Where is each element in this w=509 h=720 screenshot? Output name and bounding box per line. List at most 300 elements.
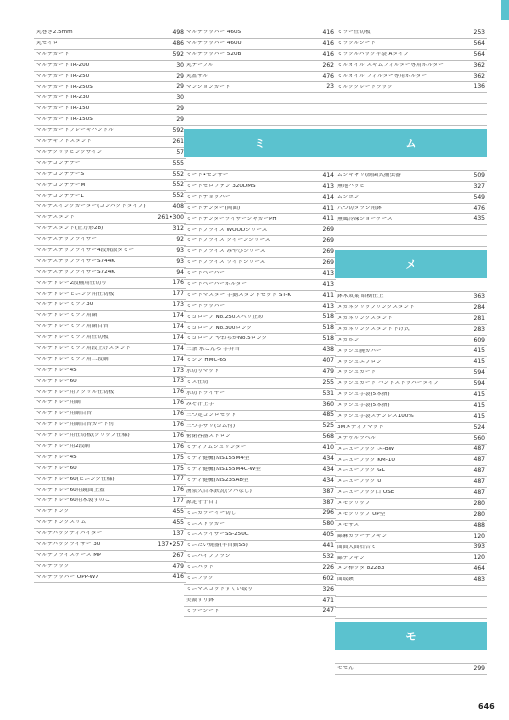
entry-name: ムシポン [337,194,360,200]
entry-name: マルチトレー60用木製ずのこ [36,498,111,504]
index-entry [184,498,336,509]
entry-name: マルチラッパー 460S [186,30,242,36]
entry-page: 415 [473,401,485,409]
entry-name: 水切りマット [186,369,220,375]
entry-name: ミートプライス みやびシリーズ [186,249,266,255]
index-entry [184,465,336,476]
entry-page: 552 [172,192,184,200]
entry-name: メモサス [337,522,360,528]
index-entry [335,543,487,554]
index-column-2 [184,28,336,617]
index-entry [335,510,487,521]
entry-name: 六つ切タラシ角鉢 [337,205,382,211]
entry-page: 269 [322,248,334,256]
entry-page: 486 [172,39,184,47]
entry-name: マルチトレー60(ビニング仕様) [36,476,115,482]
entry-page: 518 [322,324,334,332]
entry-page: 173 [172,377,184,385]
entry-name: メガネクリップリングスタンド [337,305,415,311]
kana-header-mo: モ [335,622,487,650]
entry-page: 487 [473,445,485,453]
entry-name: ムシキャリ(制菌式捕虫器 [337,173,401,179]
kana-header-mi: ミ [184,129,336,157]
index-entry [184,585,336,596]
entry-page: 177 [172,475,184,483]
entry-page: 269 [322,226,334,234]
entry-page: 387 [322,487,334,495]
entry-page: 57 [176,148,184,156]
entry-page: 487 [473,489,485,496]
index-entry [184,574,336,585]
entry-name: マルチカートTR-250 [36,73,90,79]
index-entry [184,323,336,334]
entry-page: 549 [473,193,485,201]
index-entry [184,39,336,50]
index-entry [34,202,186,213]
entry-page: 483 [473,576,485,584]
entry-page: 387 [322,498,334,506]
entry-page: 226 [322,563,334,571]
index-entry [34,322,186,333]
index-entry [34,475,186,486]
entry-name: マルチスイングカーター(コンパクトタイプ) [36,204,146,210]
entry-name: メッシュ手袋ステンレス100% [337,413,414,419]
entry-name: マルチスタンド [36,215,75,221]
entry-page: 284 [473,303,485,311]
entry-name: 3Mメディアマット [337,424,384,430]
entry-name: マルチコンテナーL [36,193,84,199]
index-group-mi-cont [335,28,487,93]
index-entry [335,423,487,434]
index-entry [34,50,186,61]
entry-page: 136 [473,83,485,91]
entry-page: 94 [176,268,184,276]
entry-name: マルチラッパー 520B [186,51,242,57]
entry-page: 175 [172,464,184,472]
blank-row [184,160,336,171]
entry-page: 176 [172,421,184,428]
entry-name: ミートラッパー [186,303,226,309]
entry-name: ミートテンダー(両面) [186,205,241,211]
entry-name: ミートプライス クイーンシリーズ [186,238,271,244]
index-entry [184,50,336,61]
entry-name: ミラー仕切板 [337,30,371,36]
index-entry [184,487,336,498]
entry-page: 416 [322,28,334,36]
entry-name: メニューブック口 OSE [337,490,395,496]
index-entry [335,204,487,215]
index-column-1 [34,28,186,583]
entry-page: 411 [322,215,334,223]
index-entry [34,464,186,475]
entry-name: マルチトレービニング用仕切板 [36,291,115,297]
entry-name: マルチトレー用網目台ガード付 [36,422,115,428]
index-group-mo [335,664,487,675]
entry-page: 560 [473,434,485,442]
entry-page: 438 [322,346,334,354]
entry-page: 174 [172,333,184,341]
entry-page: 476 [322,72,334,80]
index-entry [34,268,186,279]
entry-name: 三条 氷こんろ 手弁当 [186,347,240,353]
index-entry [184,443,336,454]
entry-page: 415 [473,412,485,420]
entry-name: マルチコンテナーS [36,171,85,177]
entry-name: メッシュ手袋(5本指) [337,392,390,398]
index-entry [34,278,186,289]
entry-page: 299 [473,664,485,672]
index-entry [34,562,186,573]
index-entry [34,420,186,431]
index-entry [184,411,336,422]
blank-row [335,653,487,664]
index-entry [34,159,186,170]
entry-name: マルチカートTR-200 [36,62,90,68]
entry-name: 三つ足コンロセット [186,412,237,418]
index-entry [184,72,336,83]
entry-page: 415 [473,358,485,366]
index-entry [34,551,186,562]
entry-page: 416 [172,573,184,581]
entry-name: メニューブック GL [337,468,385,474]
entry-name: ミニスライサーSS-250C [186,532,249,538]
index-entry [335,434,487,445]
entry-name: 密閉容器ストロン [186,434,231,440]
entry-page: 413 [322,302,334,310]
index-entry [335,336,487,347]
index-entry [34,115,186,126]
index-entry [34,224,186,235]
index-entry [335,521,487,532]
index-entry [34,289,186,300]
entry-name: マルチトレー用網目台 [36,411,92,417]
index-entry [335,379,487,390]
index-entry [34,61,186,72]
entry-page: 580 [322,520,334,528]
index-entry [335,390,487,401]
entry-page: 175 [172,453,184,461]
index-entry [184,421,336,432]
index-entry [335,564,487,575]
index-entry [34,573,186,584]
entry-name: メッシュエプロン [337,359,382,365]
index-entry [335,292,487,303]
index-entry [184,356,336,367]
entry-name: マルチギフトスタンド [36,139,92,145]
entry-page: 267 [172,551,184,559]
entry-page: 416 [322,39,334,47]
index-entry [335,39,487,50]
index-entry [184,247,336,258]
entry-name: メッシュ腕カバー [337,348,382,354]
blank-row [335,115,487,126]
index-entry [184,61,336,72]
entry-name: メガネリングスタンド [337,315,393,321]
index-entry [34,257,186,268]
entry-name: ミディ健機(ＭS155M4型 [186,456,250,462]
entry-page: 518 [322,335,334,343]
entry-page: 479 [172,562,184,570]
entry-page: 362 [473,72,485,80]
index-entry [34,170,186,181]
entry-page: 592 [172,50,184,58]
blank-row [335,160,487,171]
blank-row [335,608,487,619]
index-entry [184,607,336,618]
entry-name: マルチカートTR-230 [36,95,90,101]
blank-row [335,236,487,247]
index-entry [184,171,336,182]
entry-name: マルチステップライザー4段飛散ダミー [36,247,135,253]
entry-page: 455 [172,508,184,516]
entry-name: メン棒ツダ 82283 [337,566,385,572]
index-entry [34,300,186,311]
index-entry [34,355,186,366]
entry-name: ミラーシート [186,608,220,614]
index-group-mi [184,171,336,618]
entry-name: マルチトレーミラノ用網目台 [36,324,109,330]
entry-name: ミニパイプブラシ [186,554,231,560]
entry-name: マルチカートブレーキハンドル [36,128,114,134]
index-group-ma-cont [184,28,336,93]
entry-page: 487 [473,478,485,486]
entry-name: ミゴロープ No.250スベリ止め [186,314,264,320]
entry-page: 405 [322,531,334,539]
entry-page: 592 [172,126,184,134]
blank-row [184,93,336,104]
entry-page: 93 [176,257,184,265]
index-entry [184,389,336,400]
index-entry [34,366,186,377]
entry-page: 283 [473,325,485,333]
entry-name: マルチステップライザーS744K [36,258,115,264]
entry-name: メッシュカート [337,370,377,376]
entry-name: ミルオイル スキムフィルター専用ホルダー [337,62,444,68]
entry-page: 177 [172,497,184,505]
index-entry [335,171,487,182]
entry-page: 29 [176,83,184,91]
entry-page: 479 [322,367,334,375]
entry-name: マルチトレーミラノ用仕切板 [36,335,109,341]
entry-name: ミニマスコットすくい取り [186,586,253,592]
entry-page: 464 [473,565,485,573]
entry-name: ミートセロファン 320DMS [186,183,256,189]
index-entry [184,432,336,443]
entry-name: 湧泉久目本鉄瓦(ツバなし) [186,488,252,494]
index-entry [184,552,336,563]
entry-page: 363 [473,292,485,300]
entry-page: 253 [473,28,485,36]
entry-page: 269 [322,258,334,266]
entry-name: 三つ手サリ(ゴム付) [186,423,236,429]
index-entry [34,529,186,540]
entry-page: 176 [172,431,184,439]
entry-name: 無風冷凍ショーケース [337,216,393,222]
index-entry [34,442,186,453]
index-entry [184,530,336,541]
entry-name: マルチトレー45 [36,367,77,373]
entry-page: 30 [176,61,184,69]
entry-page: 255 [322,378,334,386]
entry-page: 415 [473,390,485,398]
index-entry [184,291,336,302]
index-entry [335,346,487,357]
entry-name: メガネリングスタンド下げ式 [337,326,410,332]
entry-page: 247 [322,607,334,615]
index-entry [184,519,336,530]
entry-name: ミニカラーイー切し [186,510,237,516]
entry-name: ミディ健機(ＭS235A8型 [186,477,249,483]
index-entry [184,400,336,411]
entry-name: 美濃すり鉢 [186,597,214,603]
entry-name: 水切ドライヤー [186,390,225,396]
entry-name: マルチコンテナー [36,160,81,166]
entry-name: マルチステップライザー [36,237,98,243]
blank-row [335,104,487,115]
index-entry [34,409,186,420]
entry-name: 無地ハッピ [337,183,365,189]
entry-name: モセん [337,665,354,671]
entry-page: 435 [473,215,485,223]
entry-name: ミニバット [186,565,214,571]
entry-name: マルチトレーミラノ用段上げスタンド [36,345,131,351]
entry-page: 552 [172,181,184,189]
entry-name: メガホン [337,337,360,343]
index-entry [335,82,487,93]
index-entry [34,213,186,224]
entry-name: ミルクグレートラック [337,84,393,90]
entry-page: 29 [176,116,184,124]
entry-page: 518 [322,313,334,321]
entry-page: 555 [172,159,184,167]
entry-name: メッシュカート ハンドストッパータイプ [337,381,439,387]
index-entry [34,180,186,191]
entry-name: マルチトレー60 [36,378,77,384]
entry-page: 393 [473,543,485,551]
entry-name: ミラクルシート [337,41,376,47]
index-entry [184,509,336,520]
index-entry [34,540,186,551]
index-entry [34,126,186,137]
entry-page: 92 [176,235,184,243]
entry-name: ミス仕切 [186,379,209,385]
index-entry [335,357,487,368]
entry-name: ミゴロープ やわらかNo.5ロング [186,336,268,342]
entry-page: 485 [322,411,334,419]
entry-name: マルチトレー用網 [36,400,81,406]
entry-name: ミニストッカー [186,521,225,527]
entry-page: 29 [176,72,184,80]
entry-page: 173 [172,366,184,374]
entry-page: 413 [322,280,334,288]
index-entry [184,204,336,215]
blank-row [335,281,487,292]
entry-name: マルチトレーミラノ30 [36,302,94,308]
entry-name: マルチトレー用2段網 [36,443,90,449]
entry-page: 174 [172,312,184,320]
entry-page: 280 [473,499,485,507]
entry-page: 176 [172,442,184,450]
blank-row [335,597,487,608]
entry-page: 568 [322,433,334,441]
entry-page: 120 [473,554,485,562]
entry-name: ミラクルパック平袋 Aタイプ [337,51,409,57]
index-entry [184,596,336,607]
entry-name: マルチトレーミラノ用二段網 [36,356,109,362]
entry-name: 綿ナプキン [337,555,365,561]
index-entry [184,302,336,313]
index-entry [34,485,186,496]
entry-name: 面面人面石合ミ [337,544,377,550]
entry-page: 326 [322,585,334,593]
blank-row [335,225,487,236]
entry-name: マルチスタンド(正方形28) [36,226,104,232]
entry-page: 93 [176,246,184,254]
entry-page: 360 [322,400,334,408]
entry-page: 609 [473,336,485,344]
index-entry [184,367,336,378]
entry-page: 498 [172,28,184,36]
index-entry [335,401,487,412]
index-entry [184,454,336,465]
index-entry [34,82,186,93]
entry-name: マルチトレー用アクリル仕切板 [36,389,115,395]
index-entry [34,235,186,246]
index-entry [184,28,336,39]
entry-name: ミートペーパーホルダー [186,281,248,287]
index-entry [184,378,336,389]
entry-name: メニューブック U [337,479,382,485]
entry-name: マルチトング [36,509,70,515]
entry-page: 262 [322,61,334,69]
index-entry [34,191,186,202]
index-entry [335,499,487,510]
index-entry [184,312,336,323]
entry-page: 362 [473,61,485,69]
entry-name: マルチバックライザー 30 [36,542,101,547]
entry-page: 261•300 [157,214,184,222]
index-tab-mark [501,0,509,20]
entry-page: 434 [322,476,334,484]
index-entry [34,246,186,257]
index-entry [34,104,186,115]
entry-name: ミートプライス WOODシリーズ [186,227,268,233]
entry-page: 524 [473,423,485,431]
entry-page: 176 [172,388,184,396]
entry-name: ミルオイル フィルター専用ホルダー [337,73,428,79]
index-entry [184,214,336,225]
index-entry [184,193,336,204]
entry-name: マルチトレー45 [36,454,77,460]
entry-name: マルチカートTR-150 [36,106,90,112]
index-entry [34,496,186,507]
index-entry [335,532,487,543]
index-entry [34,93,186,104]
entry-name: ミニフック [186,576,214,581]
entry-name: メニューブック KM-10 [337,457,395,463]
entry-name: メデゥルラベル [337,435,376,441]
index-entry [34,377,186,388]
index-entry [34,137,186,148]
entry-page: 120 [473,532,485,540]
entry-page: 408 [172,203,184,211]
entry-name: マルチカートTR-150S [36,117,93,123]
entry-page: 416 [322,50,334,58]
entry-name: マルチバックディバイダー [36,531,103,537]
entry-name: メニューブック エ-BW [337,446,395,452]
index-entry [335,214,487,225]
entry-page: 29 [176,105,184,113]
